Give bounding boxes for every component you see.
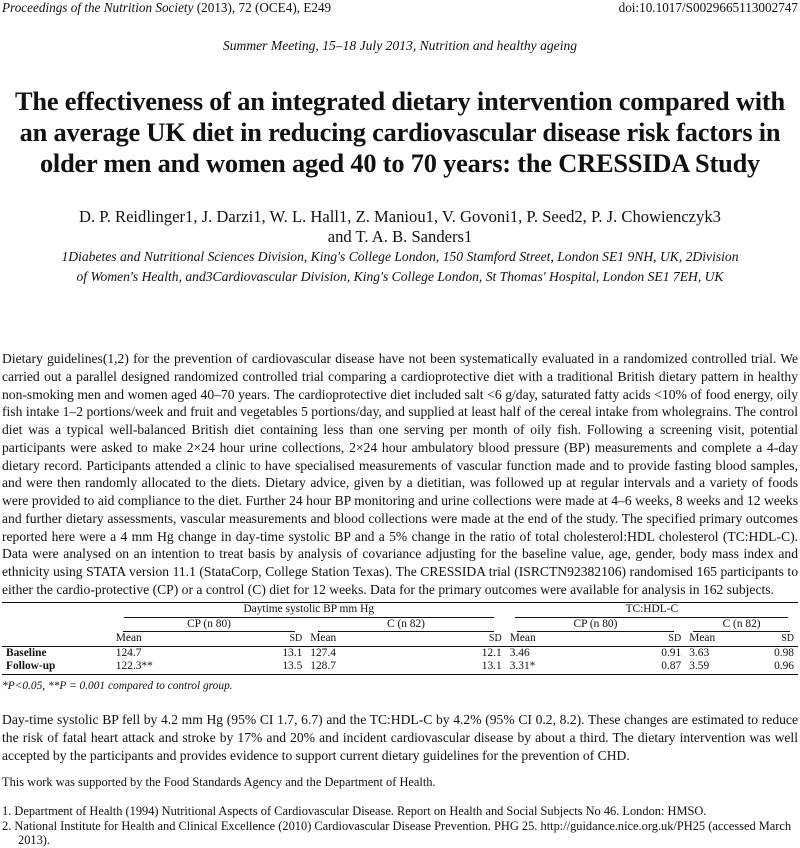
results-table xyxy=(2,602,798,675)
table-cell: 124.7 xyxy=(115,646,142,659)
table-cell: 3.59 xyxy=(689,660,710,672)
results-text: Day-time systolic BP fell by 4.2 mm Hg (95% CI 1.7, 6.7) and the TC:HDL-C by 4.2% (95% CI 0.2, 8.2). These changes are estimated to reduce the risk of fatal heart attack and stroke by 17% and 20% and incident cardiovascular disease by about a third. The dietary intervention was well accepted by the participants and provides evidence to support current dietary guidelines for the prevention of CHD. xyxy=(2,712,798,763)
table-cell: 0.91 xyxy=(661,646,682,659)
doi: doi:10.1017/S0029665113002747 xyxy=(618,0,798,15)
table-cell: 0.96 xyxy=(774,660,794,672)
authors-line-1: D. P. Reidlinger1, J. Darzi1, W. L. Hall1, Z. Maniou1, V. Govoni1, P. Seed2, P. J. Chowienczyk3 xyxy=(79,207,721,226)
column-label: Mean xyxy=(310,632,337,644)
group-header-tchdl: TC:HDL-C xyxy=(515,603,788,618)
table-cell: 13.5 xyxy=(282,660,303,672)
reference-item: 2. National Institute for Health and Clinical Excellence (2010) Cardiovascular Disease Prevention. PHG 25. http://guidance.nice.org.uk/PH25 (accessed March 2013). xyxy=(2,818,792,847)
arm-header: C (n 82) xyxy=(693,618,789,633)
arm-header: C (n 82) xyxy=(318,618,494,633)
table-cell: 128.7 xyxy=(310,660,336,672)
column-label: SD xyxy=(488,633,502,644)
column-label: SD xyxy=(289,633,303,644)
funding-statement: This work was supported by the Food Standards Agency and the Department of Health. xyxy=(2,775,436,789)
affiliations xyxy=(0,247,800,287)
author-list xyxy=(0,207,800,247)
table-cell: 12.1 xyxy=(481,646,502,659)
table-cell: 122.3** xyxy=(115,660,153,672)
abstract xyxy=(2,350,798,599)
table-cell: 3.46 xyxy=(509,646,530,659)
column-label: SD xyxy=(668,633,682,644)
reference-list xyxy=(2,804,798,848)
table-cell: 3.31* xyxy=(509,660,536,672)
table-footnote: *P<0.05, **P = 0.001 compared to control group. xyxy=(2,680,233,692)
reference-item: 1. Department of Health (1994) Nutritional Aspects of Cardiovascular Disease. Report on Health and Social Subjects No 46. London: HMSO. xyxy=(2,804,707,818)
affiliation-line-1: 1Diabetes and Nutritional Sciences Division, King's College London, 150 Stamford Street, London SE1 9NH, UK, 2Division xyxy=(61,249,739,264)
table-cell: 0.87 xyxy=(661,660,682,672)
column-label: Mean xyxy=(509,632,536,644)
authors-line-2: and T. A. B. Sanders1 xyxy=(327,227,473,246)
column-label: Mean xyxy=(115,632,142,644)
group-header-bp: Daytime systolic BP mm Hg xyxy=(124,603,494,618)
table-row xyxy=(2,646,798,660)
column-label: Mean xyxy=(689,632,716,644)
meeting-line: Summer Meeting, 15–18 July 2013, Nutrition and healthy ageing xyxy=(222,38,578,53)
abstract-text: Dietary guidelines(1,2) for the prevention of cardiovascular disease have not been systematically evaluated in a randomized controlled trial. We carried out a parallel designed randomized controlled trial comparing a cardioprotective diet with a traditional British dietary pattern in healthy non-smoking men and women aged 40–70 years. The cardioprotective diet included salt <6 g/day, saturated fatty acids <10% of food energy, oily fish intake 1–2 portions/week and fruit and vegetables 5 portions/day, and supplied at least half of the cereal intake from wholegrains. The control diet was a typical well-balanced British diet containing less than one serving per month of oily fish. Following a screening visit, potential participants were asked to make 2×24 hour urine collections, 2×24 hour ambulatory blood pressure (BP) measurements and complete a 4-day dietary record. Participants attended a clinic to have specialised measurements of vascular function made and to provide fasting blood samples, and were then randomly allocated to the diets. Dietary advice, given by a dietitian, was followed up at regular intervals and a variety of foods were provided to aid compliance to the diet. Further 24 hour BP monitoring and urine collections were made at 4–6 weeks, 8 weeks and 12 weeks and further dietary assessments, vascular measurements and blood collections were made at the end of the study. The specified primary outcomes reported here were a 4 mm Hg change in day-time systolic BP and a 5% change in the ratio of total cholesterol:HDL cholesterol (TC:HDL-C). Data were analysed on an intention to treat basis by analysis of covariance adjusting for the baseline value, age, gender, body mass index and ethnicity using STATA version 11.1 (StataCorp, College Station Texas). The CRESSIDA trial (ISRCTN92382106) randomised 165 participants to either the cardio-protective (CP) or a control (C) diet for 12 weeks. Data for the primary outcomes were available for analysis in 162 subjects. xyxy=(2,351,798,597)
row-label: Follow-up xyxy=(6,660,56,672)
running-header xyxy=(2,0,798,16)
table-row xyxy=(2,660,798,674)
affiliation-line-2: of Women's Health, and3Cardiovascular Division, King's College London, St Thomas' Hospital, London SE1 7EH, UK xyxy=(76,269,724,284)
row-label: Baseline xyxy=(6,646,47,659)
article-title: The effectiveness of an integrated dietary intervention compared with an average UK diet in reducing cardiovascular disease risk factors in older men and women aged 40 to 70 years: the CRESSIDA Study xyxy=(15,86,785,178)
table-cell: 13.1 xyxy=(481,660,502,672)
table-cell: 13.1 xyxy=(282,646,303,659)
arm-header: CP (n 80) xyxy=(123,618,295,633)
results-paragraph xyxy=(2,711,798,764)
column-label: SD xyxy=(781,633,794,644)
table-cell: 3.63 xyxy=(689,646,710,659)
journal-citation: Proceedings of the Nutrition Society (2013), 72 (OCE4), E249 xyxy=(2,0,332,15)
table-cell: 127.4 xyxy=(310,646,336,659)
arm-header: CP (n 80) xyxy=(517,618,675,633)
table-cell: 0.98 xyxy=(774,646,794,659)
